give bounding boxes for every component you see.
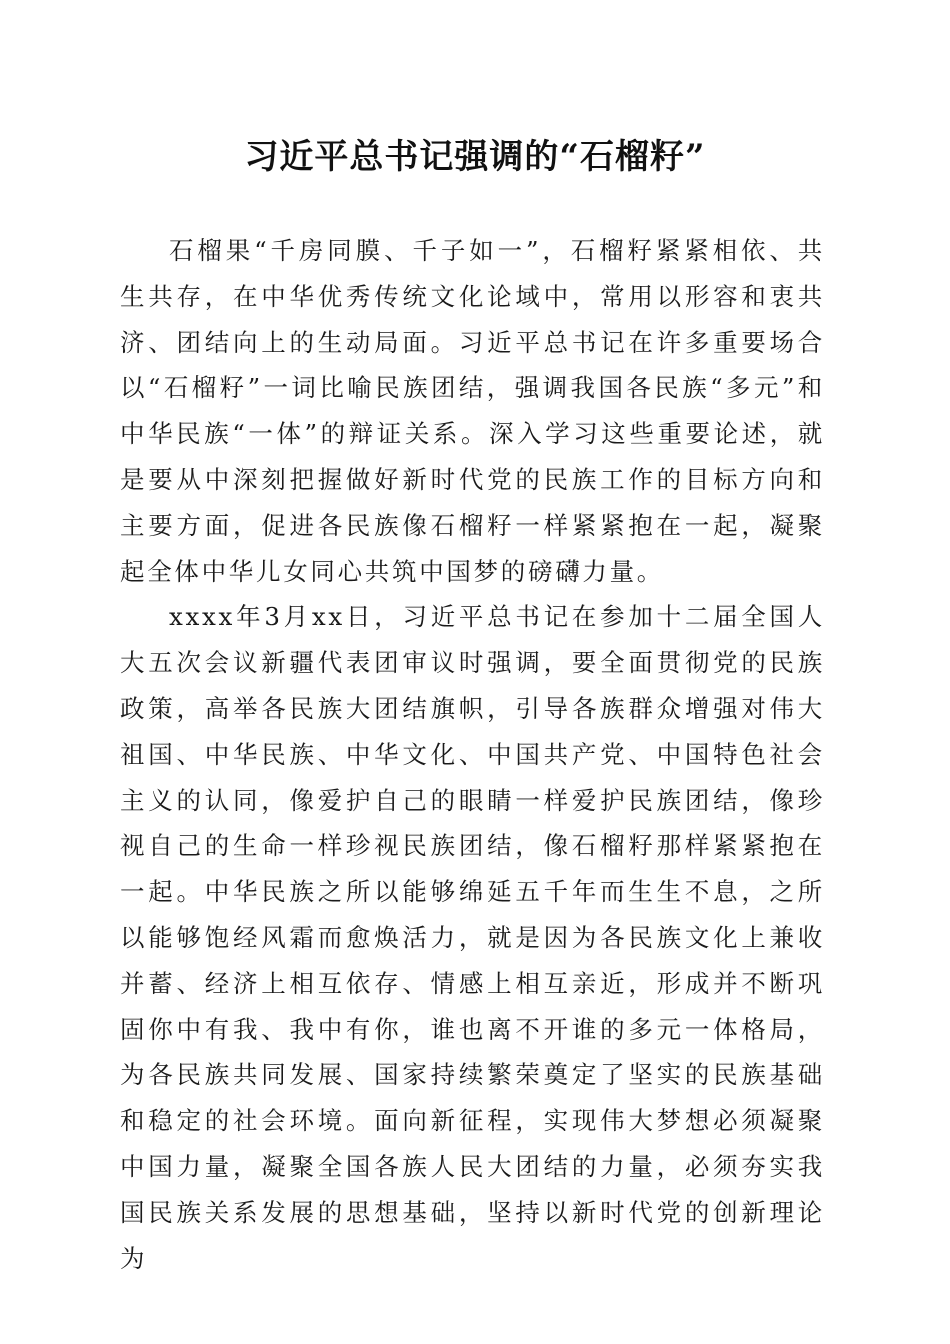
paragraph-2: xxxx年3月xx日，习近平总书记在参加十二届全国人大五次会议新疆代表团审议时强调，要全面贯彻党的民族政策，高举各民族大团结旗帜，引导各族群众增强对伟大祖国、中华民族、中华文化、中国共产党、中国特色社会主义的认同，像爱护自己的眼睛一样爱护民族团结，像珍视自己的生命一样珍视民族团结，像石榴籽那样紧紧抱在一起。中华民族之所以能够绵延五千年而生生不息，之所以能够饱经风霜而愈焕活力，就是因为各民族文化上兼收并蓄、经济上相互依存、情感上相互亲近，形成并不断巩固你中有我、我中有你，谁也离不开谁的多元一体格局，为各民族共同发展、国家持续繁荣奠定了坚实的民族基础和稳定的社会环境。面向新征程，实现伟大梦想必须凝聚中国力量，凝聚全国各族人民大团结的力量，必须夯实我国民族关系发展的思想基础，坚持以新时代党的创新理论为 bbox=[120, 602, 825, 1273]
document-body bbox=[120, 228, 825, 1281]
document-title: 习近平总书记强调的“石榴籽” bbox=[244, 137, 706, 177]
paragraph-1: 石榴果“千房同膜、千子如一”，石榴籽紧紧相依、共生共存，在中华优秀传统文化论域中，常用以形容和衷共济、团结向上的生动局面。习近平总书记在许多重要场合以“石榴籽”一词比喻民族团结，强调我国各民族“多元”和中华民族“一体”的辩证关系。深入学习这些重要论述，就是要从中深刻把握做好新时代党的民族工作的目标方向和主要方面，促进各民族像石榴籽一样紧紧抱在一起，凝聚起全体中华儿女同心共筑中国梦的磅礴力量。 bbox=[120, 236, 825, 586]
